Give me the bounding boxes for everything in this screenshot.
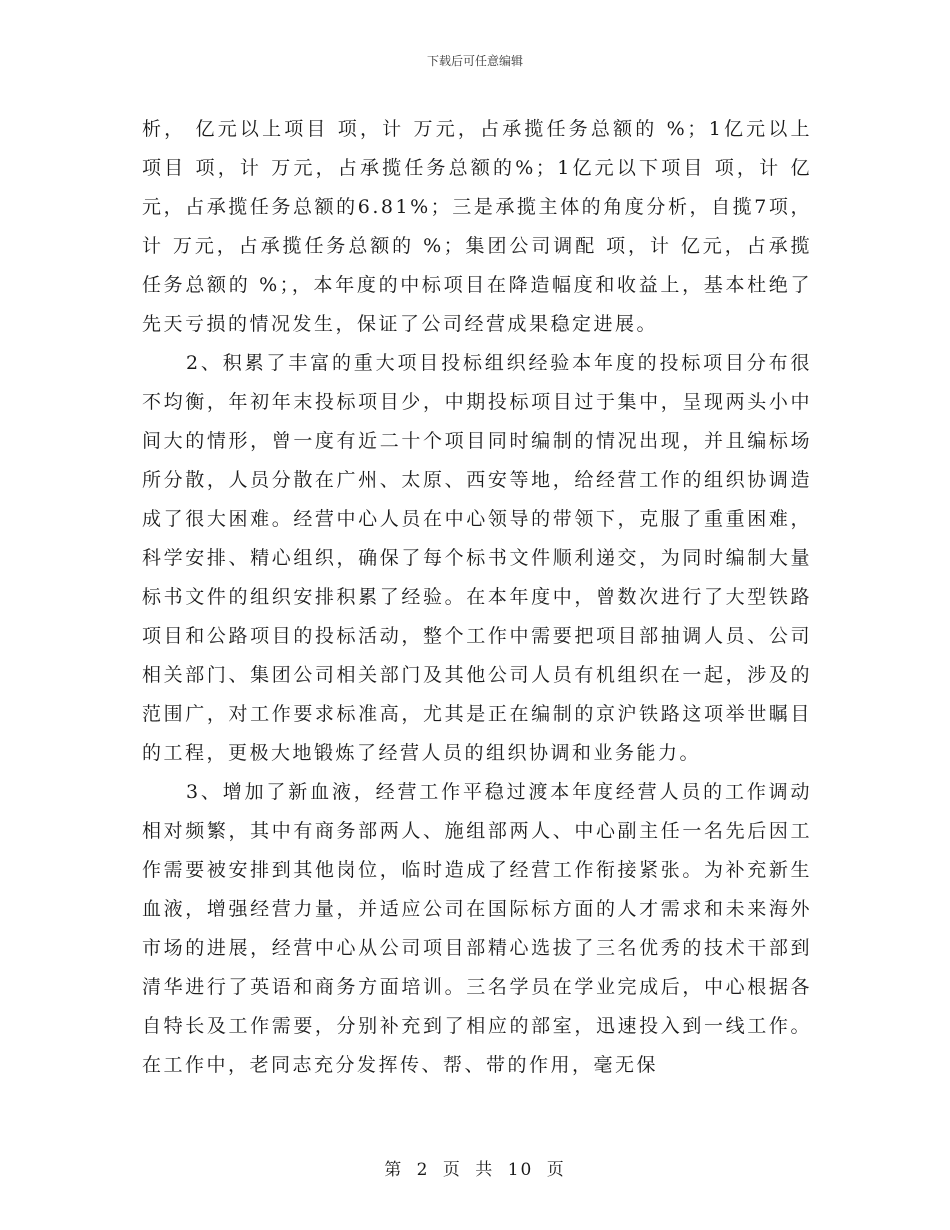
page-header: 下载后可任意编辑 <box>426 54 523 68</box>
document-body <box>142 110 812 1085</box>
page-number: 第 2 页 共 10 页 <box>384 1160 566 1180</box>
paragraph-2: 2、积累了丰富的重大项目投标组织经验本年度的投标项目分布很不均衡，年初年末投标项目少，中期投标项目过于集中，呈现两头小中间大的情形，曾一度有近二十个项目同时编制的情况出现，并且编标场所分散，人员分散在广州、太原、西安等地，给经营工作的组织协调造成了很大困难。经营中心人员在中心领导的带领下，克服了重重困难，科学安排、精心组织，确保了每个标书文件顺利递交，为同时编制大量标书文件的组织安排积累了经验。在本年度中，曾数次进行了大型铁路项目和公路项目的投标活动，整个工作中需要把项目部抽调人员、公司相关部门、集团公司相关部门及其他公司人员有机组织在一起，涉及的范围广，对工作要求标准高，尤其是正在编制的京沪铁路这项举世瞩目的工程，更极大地锻炼了经营人员的组织协调和业务能力。 <box>142 352 812 764</box>
paragraph-3: 3、增加了新血液，经营工作平稳过渡本年度经营人员的工作调动相对频繁，其中有商务部两人、施组部两人、中心副主任一名先后因工作需要被安排到其他岗位，临时造成了经营工作衔接紧张。为补充新生血液，增强经营力量，并适应公司在国际标方面的人才需求和未来海外市场的进展，经营中心从公司项目部精心选拔了三名优秀的技术干部到清华进行了英语和商务方面培训。三名学员在学业完成后，中心根据各自特长及工作需要，分别补充到了相应的部室，迅速投入到一线工作。在工作中，老同志充分发挥传、帮、带的作用，毫无保 <box>142 781 812 1076</box>
paragraph-continuation: 析， 亿元以上项目 项，计 万元，占承揽任务总额的 %；1亿元以上项目 项，计 万元，占承揽任务总额的%；1亿元以下项目 项，计 亿元，占承揽任务总额的6.81%；三是承揽主体的角度分析，自揽7项，计 万元，占承揽任务总额的 %；集团公司调配 项，计 亿元，占承揽任务总额的 %；，本年度的中标项目在降造幅度和收益上，基本杜绝了先天亏损的情况发生，保证了公司经营成果稳定进展。 <box>142 118 812 335</box>
